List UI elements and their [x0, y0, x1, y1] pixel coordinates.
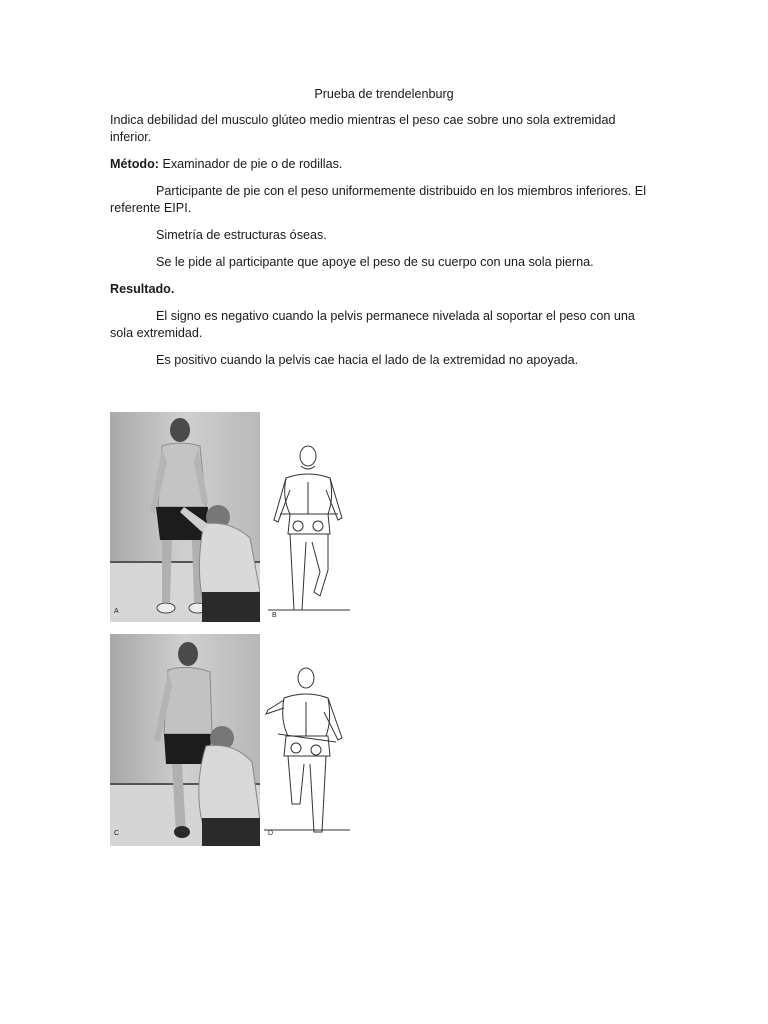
step-paragraph: Se le pide al participante que apoye el peso de su cuerpo con una sola pierna.: [156, 255, 594, 269]
step-paragraph: Simetría de estructuras óseas.: [156, 228, 327, 242]
figure-bottom: [110, 634, 350, 846]
drawing-panel-d: [264, 664, 350, 844]
drawing-panel-b: [268, 442, 350, 622]
photo-panel-c: [110, 634, 260, 846]
panel-label-b: B: [272, 612, 277, 619]
result-heading: [110, 281, 658, 298]
photo-illustration: [110, 412, 260, 622]
panel-label-d: D: [268, 830, 274, 837]
method-label: Método:: [110, 157, 159, 171]
photo-panel-a: [110, 412, 260, 622]
intro-paragraph: Indica debilidad del musculo glúteo medio mientras el peso cae sobre uno sola extremidad inferior.: [110, 113, 616, 144]
method-paragraph: [110, 156, 658, 173]
result-paragraph: Es positivo cuando la pelvis cae hacia el lado de la extremidad no apoyada.: [156, 353, 579, 367]
figure-top: [110, 412, 350, 622]
panel-label-a: A: [114, 608, 119, 615]
step-paragraph: Participante de pie con el peso uniformemente distribuido en los miembros inferiores. El referente EIPI.: [110, 184, 647, 215]
method-text: Examinador de pie o de rodillas.: [158, 157, 343, 171]
photo-illustration: [110, 634, 260, 846]
result-paragraph: El signo es negativo cuando la pelvis permanece nivelada al soportar el peso con una sola extremidad.: [110, 309, 635, 340]
page-title: Prueba de trendelenburg: [314, 87, 454, 101]
result-label: Resultado.: [110, 282, 175, 296]
panel-label-c: C: [114, 830, 120, 837]
document-body: [110, 86, 658, 379]
